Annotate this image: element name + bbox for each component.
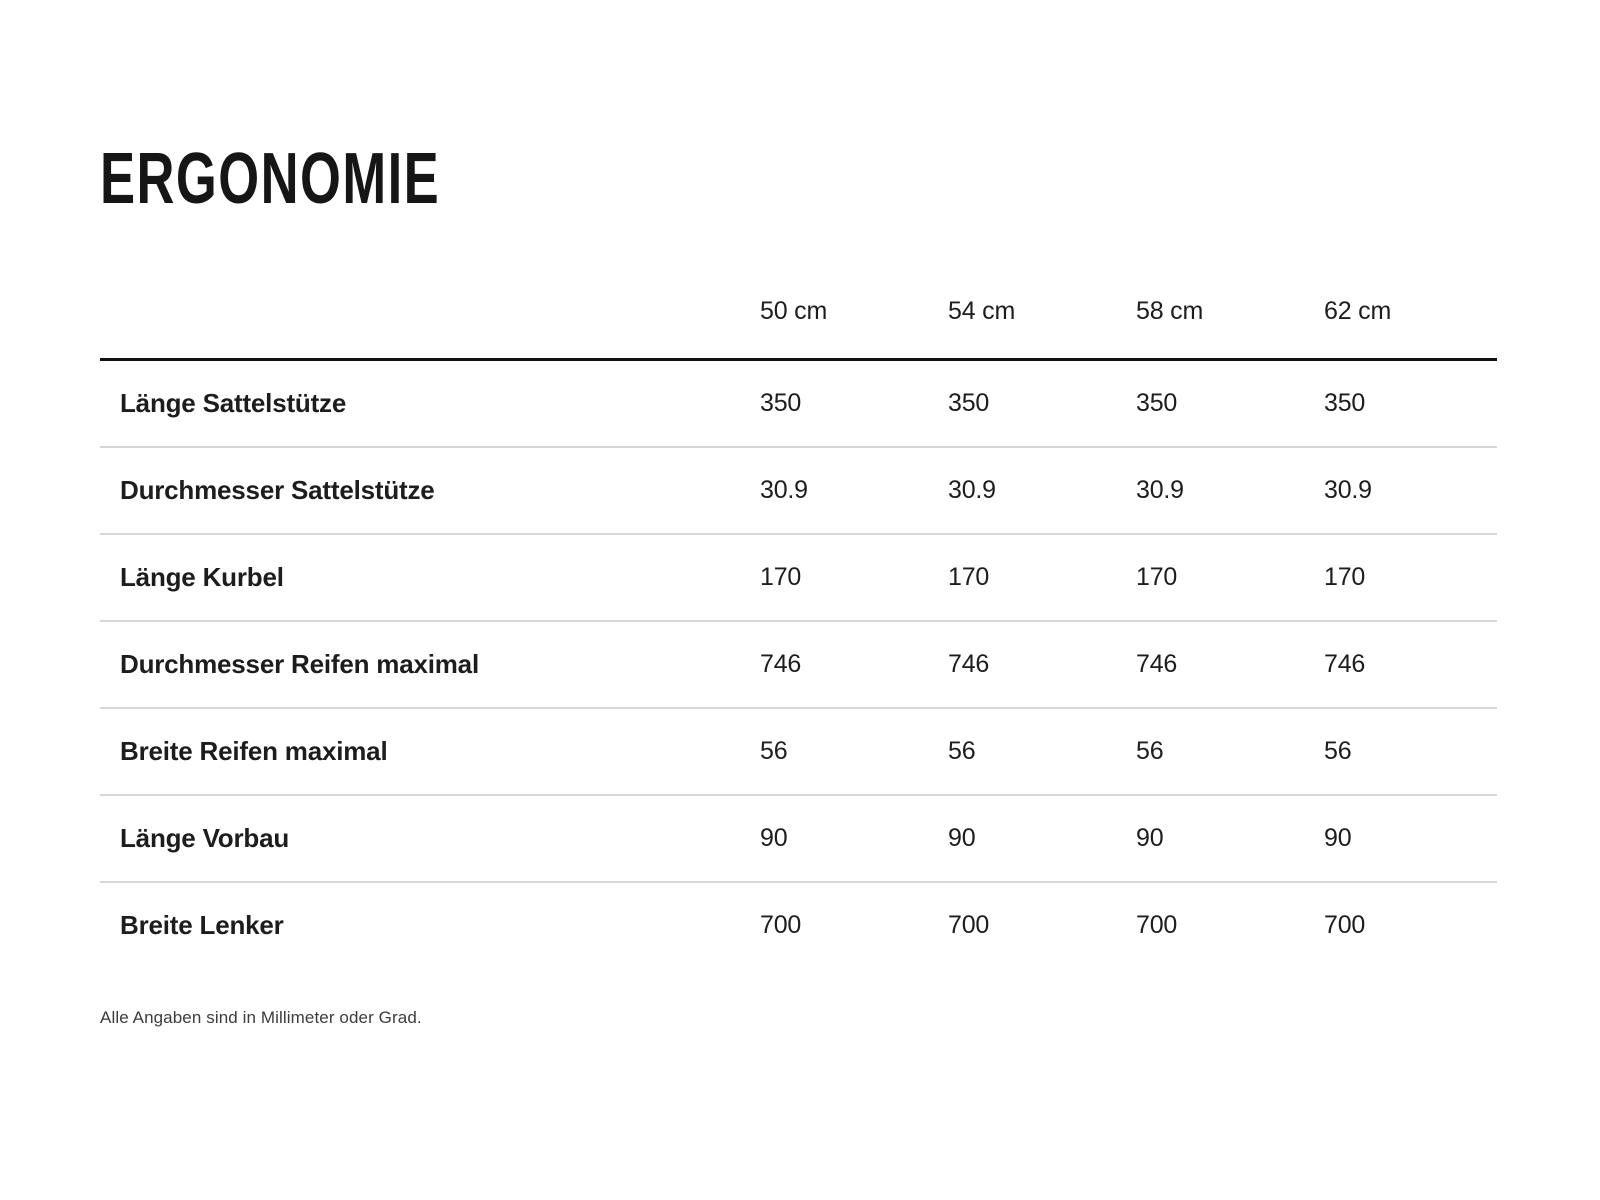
row-value: 746: [1136, 650, 1178, 678]
row-value: 30.9: [760, 476, 808, 504]
row-value: 350: [1136, 389, 1178, 417]
table-row: [100, 882, 1497, 968]
row-value: 30.9: [1136, 476, 1184, 504]
row-value: 90: [1324, 824, 1352, 852]
row-value: 90: [948, 824, 976, 852]
table-row: [100, 621, 1497, 708]
row-value: 170: [948, 563, 990, 591]
row-value: 170: [760, 563, 802, 591]
table-body: [100, 360, 1497, 969]
row-value: 700: [948, 911, 990, 939]
row-value: 56: [760, 737, 788, 765]
row-label: Länge Kurbel: [120, 562, 284, 592]
row-value: 700: [760, 911, 802, 939]
table-header-row: [100, 264, 1497, 360]
row-value: 746: [948, 650, 990, 678]
row-value: 350: [1324, 389, 1366, 417]
table-row: [100, 534, 1497, 621]
row-label: Länge Vorbau: [120, 823, 290, 853]
table-header: [100, 264, 1497, 360]
row-value: 90: [1136, 824, 1164, 852]
row-value: 746: [1324, 650, 1366, 678]
row-label: Länge Sattelstütze: [120, 388, 347, 418]
row-label: Breite Lenker: [120, 910, 284, 940]
row-label: Durchmesser Reifen maximal: [120, 649, 479, 679]
row-value: 56: [1136, 737, 1164, 765]
table-row: [100, 447, 1497, 534]
row-value: 90: [760, 824, 788, 852]
row-value: 56: [948, 737, 976, 765]
row-value: 746: [760, 650, 802, 678]
page-title: ERGONOMIE: [100, 139, 441, 219]
header-size-50cm: 50 cm: [760, 264, 948, 360]
row-value: 700: [1136, 911, 1178, 939]
table-row: [100, 795, 1497, 882]
row-value: 56: [1324, 737, 1352, 765]
header-empty-cell: [100, 264, 760, 360]
row-value: 170: [1324, 563, 1366, 591]
row-value: 170: [1136, 563, 1178, 591]
row-label: Breite Reifen maximal: [120, 736, 388, 766]
ergonomics-table: [100, 264, 1497, 968]
header-size-58cm: 58 cm: [1136, 264, 1324, 360]
table-row: [100, 708, 1497, 795]
row-value: 700: [1324, 911, 1366, 939]
header-size-54cm: 54 cm: [948, 264, 1136, 360]
row-value: 30.9: [1324, 476, 1372, 504]
row-value: 350: [948, 389, 990, 417]
header-size-62cm: 62 cm: [1324, 264, 1497, 360]
table-row: [100, 360, 1497, 448]
units-footnote: Alle Angaben sind in Millimeter oder Grad.: [100, 1008, 422, 1027]
row-label: Durchmesser Sattelstütze: [120, 475, 435, 505]
row-value: 30.9: [948, 476, 996, 504]
row-value: 350: [760, 389, 802, 417]
